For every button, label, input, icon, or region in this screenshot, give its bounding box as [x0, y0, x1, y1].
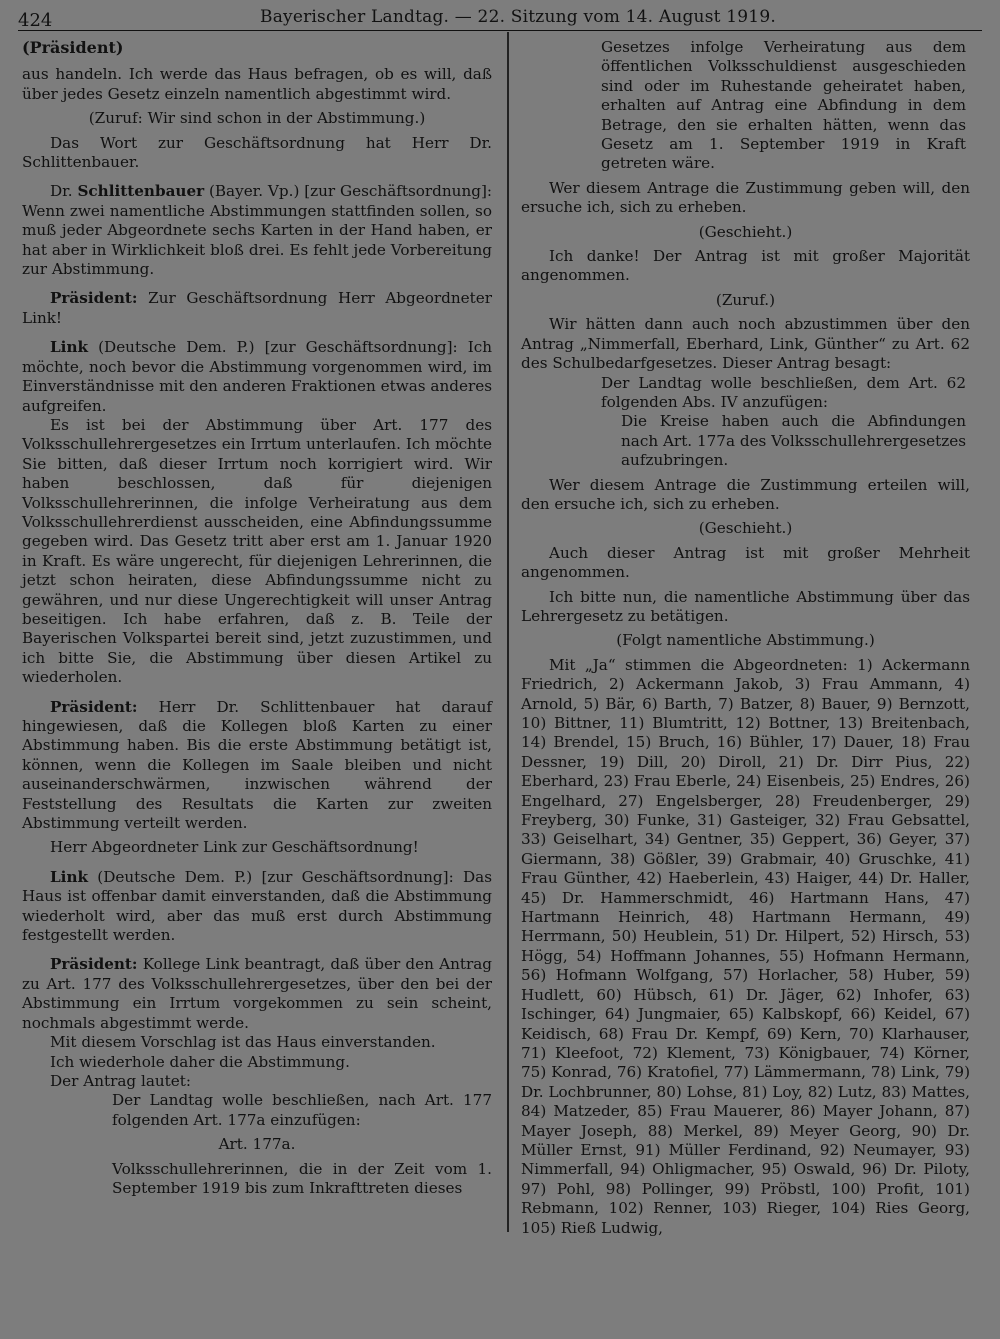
speech [22, 955, 492, 1033]
paragraph: Herr Abgeordneter Link zur Geschäftsordnung! [50, 838, 419, 857]
paragraph: aus handeln. Ich werde das Haus befragen, ob es will, daß über jedes Gesetz einzeln namentlich abgestimmt wird. [22, 65, 492, 103]
motion-text: Die Kreise haben auch die Abfindungen nach Art. 177a des Volksschullehrergesetzes aufzubringen. [621, 412, 966, 470]
paragraph: Wir hätten dann auch noch abzustimmen über den Antrag „Nimmerfall, Eberhard, Link, Günther“ zu Art. 62 des Schulbedarfgesetzes. Dieser Antrag besagt: [521, 315, 970, 373]
interjection: (Geschieht.) [698, 519, 793, 538]
paragraph: Der Antrag lautet: [50, 1071, 191, 1090]
speaker-name: Link [50, 867, 89, 886]
paragraph: Mit diesem Vorschlag ist das Haus einverstanden. [50, 1033, 436, 1052]
motion-text: Der Landtag wolle beschließen, nach Art. 177 folgenden Art. 177a einzufügen: [112, 1091, 492, 1129]
speech-text: (Bayer. Vp.) [zur Geschäftsordnung]: Wenn zwei namentliche Abstimmungen stattfinden sollen, so muß jeder Abgeordnete sechs Karten in der Hand haben, er hat aber in Wirklichkeit bloß drei. Es fehlt jede Vorbereitung zur Abstimmung. [22, 182, 492, 279]
page-number: 424 [18, 10, 53, 31]
running-title: Bayerischer Landtag. — 22. Sitzung vom 14. August 1919. [260, 7, 776, 27]
motion-text: Der Landtag wolle beschließen, dem Art. 62 folgenden Abs. IV anzufügen: [601, 373, 966, 411]
speech-text: Zur Geschäftsordnung Herr Abgeordneter Link! [22, 289, 492, 327]
vote-list: Mit „Ja“ stimmen die Abgeordneten: 1) Ackermann Friedrich, 2) Ackermann Jakob, 3) Frau Ammann, 4) Arnold, 5) Bär, 6) Barth, 7) Batzer, 8) Bauer, 9) Bernzott, 10) Bittner, 11) Blumtritt, 12) Bottner, 13) Breitenbach, 14) Brendel, 15) Bruch, 16) Bühler, 17) Dauer, 18) Frau Dessner, 19) Dill, 20) Diroll, 21) Dr. Dirr Pius, 22) Eberhard, 23) Frau Eberle, 24) Eisenbeis, 25) Endres, 26) Engelhard, 27) Engelsberger, 28) Freudenberger, 29) Freyberg, 30) Funke, 31) Gasteiger, 32) Frau Gebsattel, 33) Geiselhart, 34) Gentner, 35) Geppert, 36) Geyer, 37) Giermann, 38) Gößler, 39) Grabmair, 40) Gruschke, 41) Frau Günther, 42) Haeberlein, 43) Haiger, 44) Dr. Haller, 45) Dr. Hammerschmidt, 46) Hartmann Hans, 47) Hartmann Heinrich, 48) Hartmann Hermann, 49) Herrmann, 50) Heublein, 51) Dr. Hilpert, 52) Hirsch, 53) Högg, 54) Hoffmann Johannes, 55) Hofmann Hermann, 56) Hofmann Wolfgang, 57) Horlacher, 58) Huber, 59) Hudlett, 60) Hübsch, 61) Dr. Jäger, 62) Inhofer, 63) Ischinger, 64) Jungmaier, 65) Kalbskopf, 66) Keidel, 67) Keidisch, 68) Frau Dr. Kempf, 69) Kern, 70) Klarhauser, 71) Kleefoot, 72) Klement, 73) Königbauer, 74) Körner, 75) Konrad, 76) Kratofiel, 77) Lämmermann, 78) Link, 79) Dr. Lochbrunner, 80) Lohse, 81) Loy, 82) Lutz, 83) Mattes, 84) Matzeder, 85) Frau Mauerer, 86) Mayer Johann, 87) Mayer Joseph, 88) Merkel, 89) Meyer Georg, 90) Dr. Müller Ernst, 91) Müller Ferdinand, 92) Neumayer, 93) Nimmerfall, 94) Ohligmacher, 95) Oswald, 96) Dr. Piloty, 97) Pohl, 98) Pollinger, 99) Pröbstl, 100) Profit, 101) Rebmann, 102) Renner, 103) Rieger, 104) Ries Georg, 105) Rieß Ludwig, [521, 655, 970, 1237]
paragraph: Ich danke! Der Antrag ist mit großer Majorität angenommen. [521, 247, 970, 285]
left-column [22, 38, 492, 1198]
article-heading: Art. 177a. [218, 1135, 296, 1154]
paragraph: Ich wiederhole daher die Abstimmung. [50, 1052, 350, 1071]
speaker-prefix: Dr. [50, 182, 73, 201]
paragraph: Das Wort zur Geschäftsordnung hat Herr Dr. Schlittenbauer. [22, 133, 492, 172]
speech-text: Herr Dr. Schlittenbauer hat darauf hingewiesen, daß die Kollegen bloß Karten zu einer Abstimmung haben. Bis die erste Abstimmung betätigt ist, können, wenn die Kollegen im Saale bleiben und nicht auseinanderschwärmen, inzwischen während der Feststellung des Resultats die Karten zur zweiten Abstimmung verteilt werden. [22, 697, 493, 833]
section-label: (Präsident) [22, 38, 124, 57]
article-text: Volksschullehrerinnen, die in der Zeit vom 1. September 1919 bis zum Inkrafttreten dieses [112, 1159, 492, 1197]
paragraph: Ich bitte nun, die namentliche Abstimmung über das Lehrergesetz zu betätigen. [521, 587, 970, 625]
paragraph: Wer diesem Antrage die Zustimmung geben will, den ersuche ich, sich zu erheben. [521, 178, 970, 217]
speech [22, 338, 492, 416]
speech [22, 698, 492, 834]
page-header [18, 4, 982, 31]
speaker-name: Präsident: [50, 955, 138, 974]
column-divider [507, 32, 509, 1232]
interjection: (Zuruf.) [715, 290, 776, 309]
speaker-name: Präsident: [50, 697, 138, 716]
speech-text: (Deutsche Dem. P.) [zur Geschäftsordnung]: Das Haus ist offenbar damit einverstanden, daß die Abstimmung wiederholt wird, aber das muß erst durch Abstimmung festgestellt werden. [22, 867, 492, 945]
interjection: (Folgt namentliche Abstimmung.) [616, 631, 875, 650]
article-text-continued: Gesetzes infolge Verheiratung aus dem öffentlichen Volksschuldienst ausgeschieden sind oder im Ruhestande geheiratet haben, erhalten auf Antrag eine Abfindung in dem Betrage, den sie erhalten hätten, wenn das Gesetz am 1. September 1919 in Kraft getreten wäre. [601, 38, 966, 173]
speech [22, 182, 492, 279]
right-column [521, 38, 970, 1238]
interjection: (Zuruf: Wir sind schon in der Abstimmung.) [88, 109, 426, 128]
paragraph: Es ist bei der Abstimmung über Art. 177 des Volksschullehrergesetzes ein Irrtum unterlaufen. Ich möchte Sie bitten, daß dieser Irrtum noch korrigiert wird. Wir haben beschlossen, daß für diejenigen Volksschullehrerinnen, die infolge Verheiratung aus dem Volksschullehrerdienst ausscheiden, eine Abfindungssumme gegeben wird. Das Gesetz tritt aber erst am 1. Januar 1920 in Kraft. Es wäre ungerecht, für diejenigen Lehrerinnen, die jetzt schon heiraten, diese Abfindungssumme nicht zu gewähren, und nur diese Ungerechtigkeit will unser Antrag beseitigen. Ich habe erfahren, daß z. B. Teile der Bayerischen Volkspartei bereit sind, jetzt zuzustimmen, und ich bitte Sie, die Abstimmung über diesen Artikel zu wiederholen. [22, 415, 492, 687]
interjection: (Geschieht.) [698, 222, 793, 241]
speaker-name: Schlittenbauer [77, 182, 205, 201]
speech-text: (Deutsche Dem. P.) [zur Geschäftsordnung]: Ich möchte, noch bevor die Abstimmung vorgenommen wird, im Einverständnisse mit den anderen Fraktionen etwas anderes aufgreifen. [22, 338, 493, 415]
paragraph: Auch dieser Antrag ist mit großer Mehrheit angenommen. [521, 543, 970, 582]
paragraph: Wer diesem Antrage die Zustimmung erteilen will, den ersuche ich, sich zu erheben. [521, 475, 970, 513]
speech [22, 868, 492, 946]
speech [22, 289, 492, 328]
speech-text: Kollege Link beantragt, daß über den Antrag zu Art. 177 des Volksschullehrergesetzes, über den bei der Abstimmung ein Irrtum vorgekommen zu sein scheint, nochmals abgestimmt werde. [22, 955, 493, 1032]
speaker-name: Präsident: [50, 289, 138, 308]
speaker-name: Link [50, 338, 89, 357]
